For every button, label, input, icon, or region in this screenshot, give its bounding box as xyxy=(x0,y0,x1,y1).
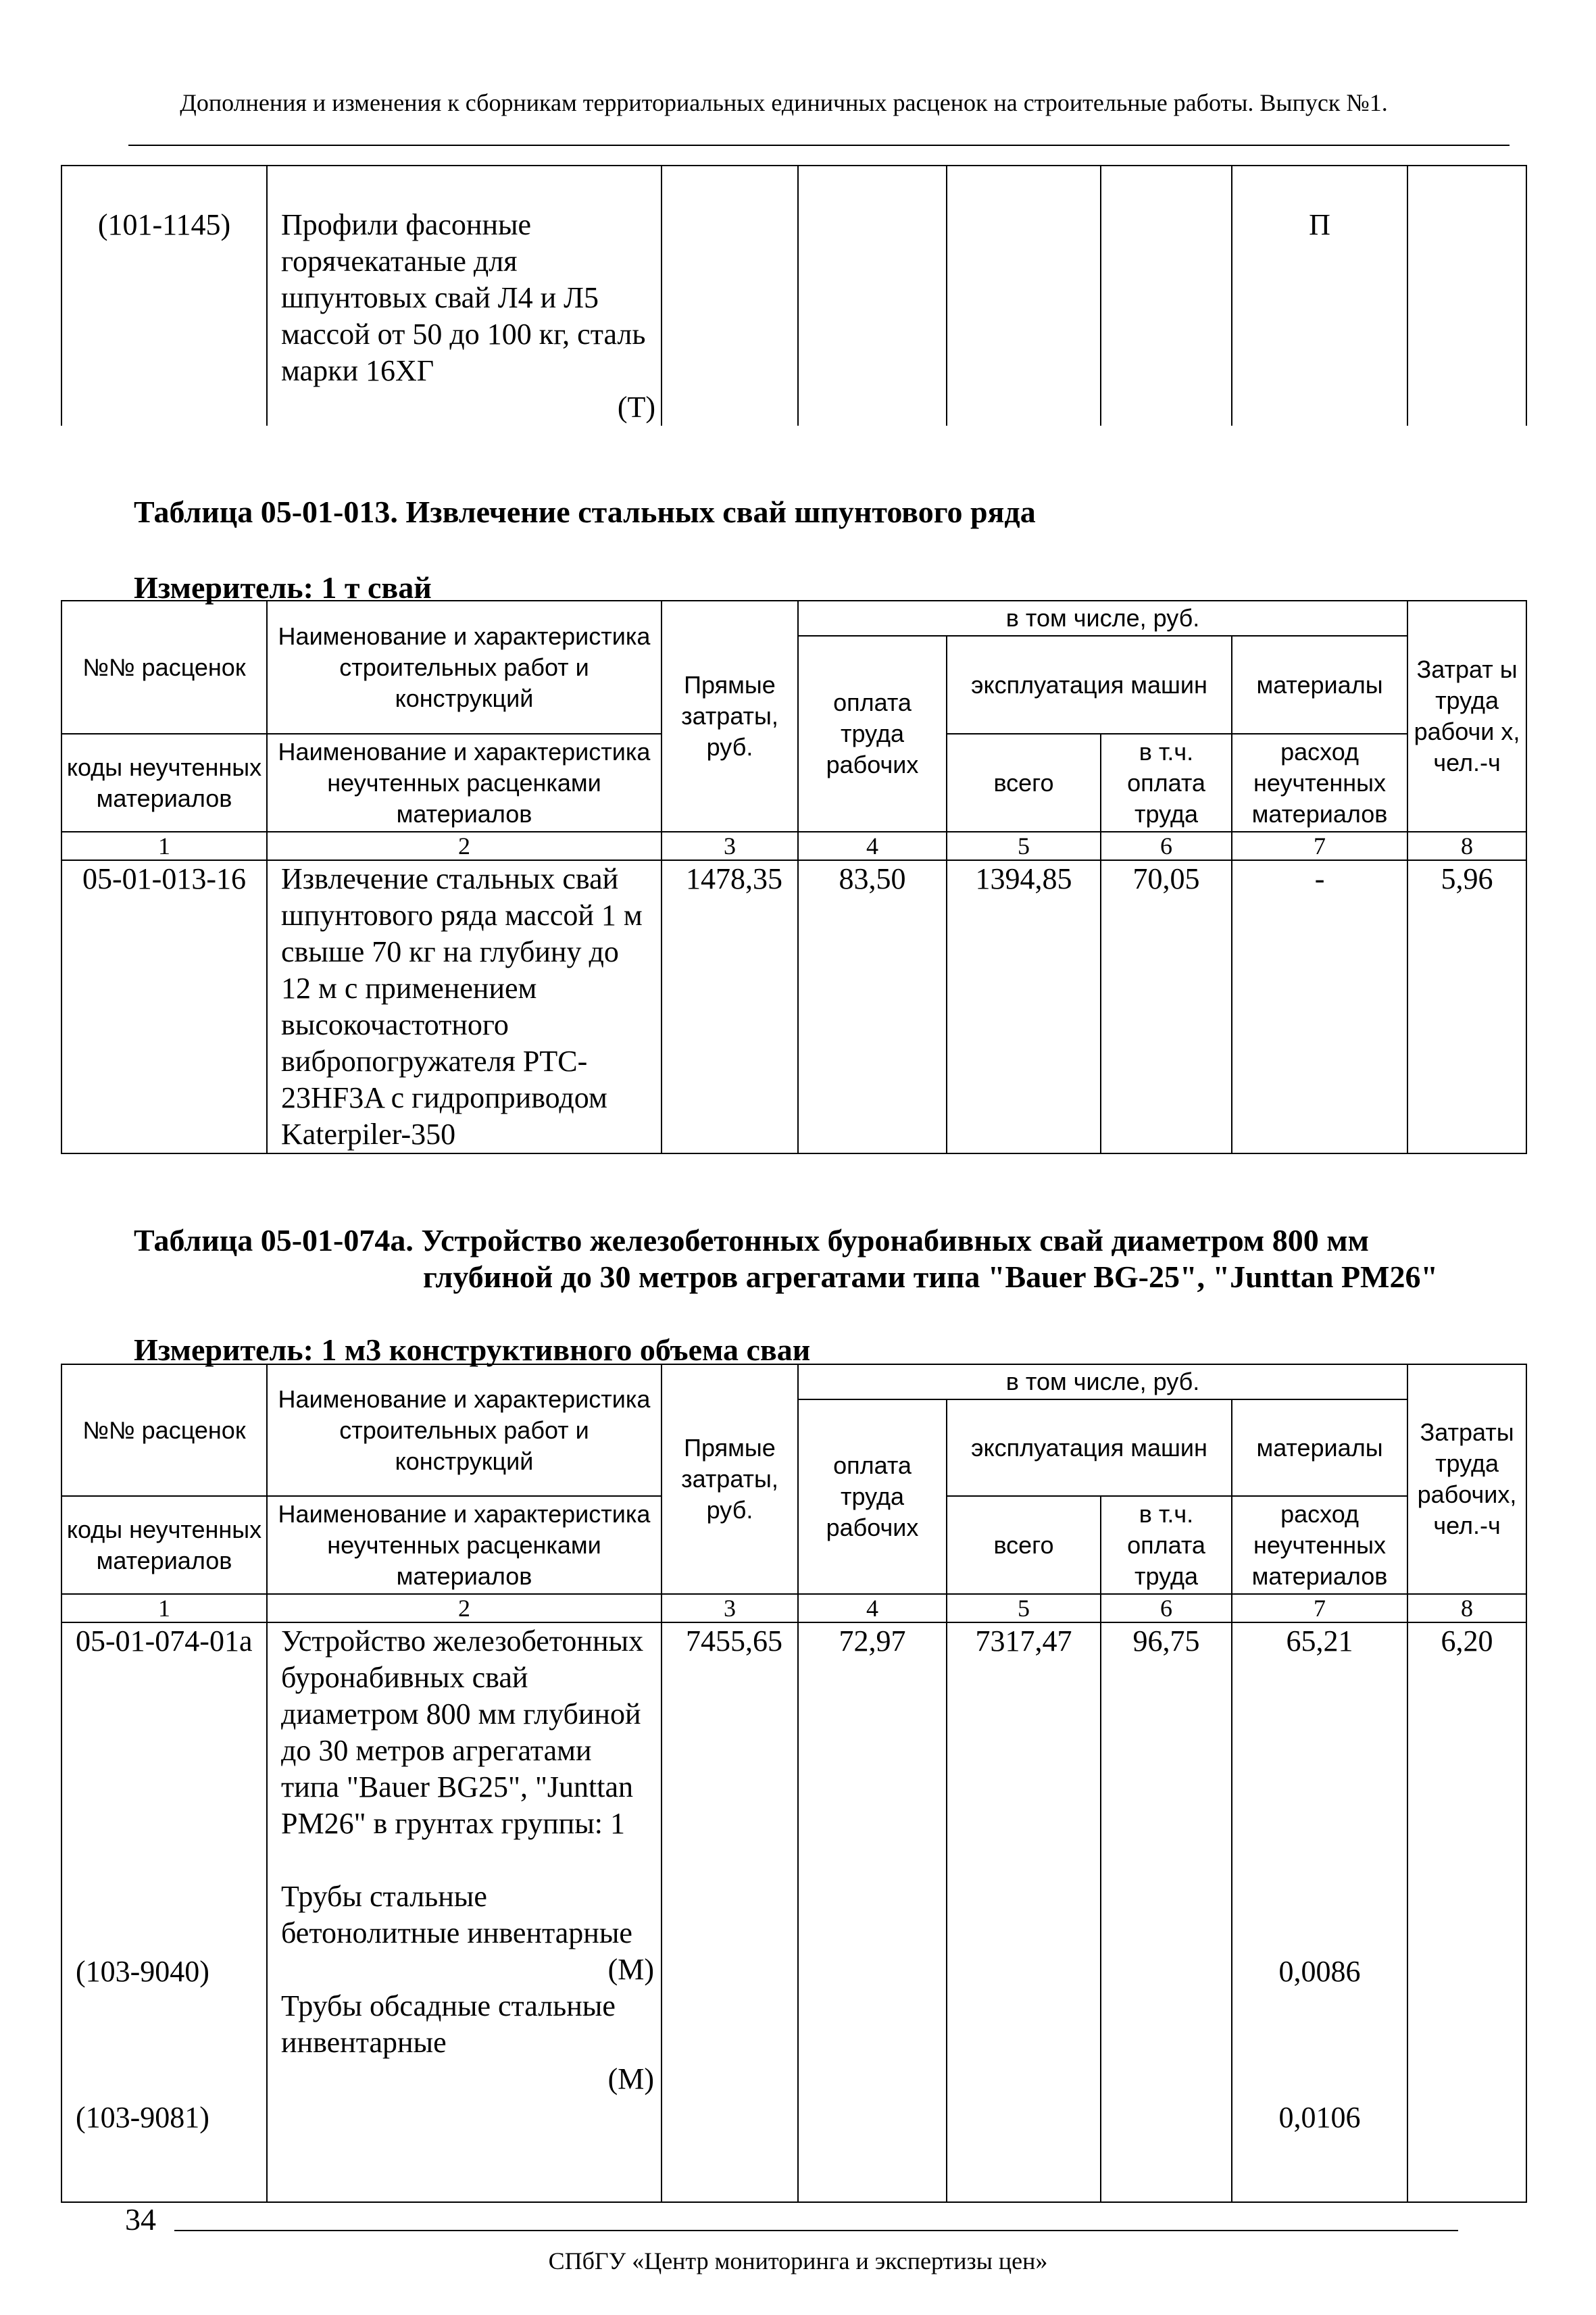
table2-unit: Измеритель: 1 м3 конструктивного объема сваи xyxy=(134,1333,811,1367)
col-number: 7 xyxy=(1232,832,1407,860)
rate-name: Устройство железобетонных буронабивных свай диаметром 800 мм глубиной до 30 метров агрегатами типа "Bauer BG25", "Junttan PM26" в грунтах группы: 1 Трубы стальные бетонолитные инвентарные (М) Трубы обсадные стальные инвентарные (М) xyxy=(267,1622,662,2202)
material-code: (103-9040) xyxy=(76,1955,209,1988)
document-footer: СПбГУ «Центр мониторинга и экспертизы цен» xyxy=(548,2247,1048,2274)
col-materials-header: материалы xyxy=(1232,636,1407,734)
col-including-header: в том числе, руб. xyxy=(798,1364,1407,1399)
col-direct-header: Прямые затраты, руб. xyxy=(662,1364,798,1594)
table1-caption: Таблица 05-01-013. Извлечение стальных свай шпунтового ряда xyxy=(134,495,1036,529)
col-number: 1 xyxy=(61,832,267,860)
labor-pay: 72,97 xyxy=(798,1622,947,2202)
col-number: 2 xyxy=(267,832,662,860)
col-code-sub-header: коды неучтенных материалов xyxy=(61,734,267,832)
col-name-header: Наименование и характеристика строительных работ и конструкций xyxy=(267,1364,662,1496)
materials-cost: 65,21 0,0086 0,0106 xyxy=(1232,1622,1407,2202)
col-number: 6 xyxy=(1101,832,1232,860)
table1-unit: Измеритель: 1 т свай xyxy=(134,570,432,605)
col-code-header: №№ расценок xyxy=(61,601,267,734)
machines-total: 1394,85 xyxy=(947,860,1101,1153)
material-name: Трубы обсадные стальные инвентарные xyxy=(281,1989,616,2059)
page-number: 34 xyxy=(125,2202,156,2237)
col-number: 6 xyxy=(1101,1594,1232,1622)
col-name-header: Наименование и характеристика строительных работ и конструкций xyxy=(267,601,662,734)
col-consumption-header: расход неучтенных материалов xyxy=(1232,734,1407,832)
col-number: 3 xyxy=(662,832,798,860)
col-number: 4 xyxy=(798,1594,947,1622)
col-total-header: всего xyxy=(947,1496,1101,1594)
col-name-sub-header: Наименование и характеристика неучтенных расценками материалов xyxy=(267,734,662,832)
col-number: 7 xyxy=(1232,1594,1407,1622)
material-name: Профили фасонные горячекатаные для шпунтовых свай Л4 и Л5 массой от 50 до 100 кг, сталь марки 16ХГ (Т) xyxy=(267,166,662,426)
rate-code: 05-01-074-01а (103-9040) (103-9081) xyxy=(61,1622,267,2202)
material-consumption: 0,0106 xyxy=(1278,2101,1361,2134)
material-code: (101-1145) xyxy=(61,166,267,426)
col-consumption-header: расход неучтенных материалов xyxy=(1232,1496,1407,1594)
header-rule xyxy=(128,145,1510,146)
footer-rule xyxy=(174,2230,1458,2231)
col-number: 3 xyxy=(662,1594,798,1622)
material-mark: (М) xyxy=(607,2062,654,2095)
table2-caption-line2: глубиной до 30 метров агрегатами типа "Bauer BG-25", "Junttan PM26" xyxy=(423,1260,1439,1294)
rate-name: Извлечение стальных свай шпунтового ряда массой 1 м свыше 70 кг на глубину до 12 м с применением высокочастотного вибропогружателя PTC-23HF3A с гидроприводом Katerpiler-350 xyxy=(267,860,662,1153)
col-pay-header: оплата труда рабочих xyxy=(798,1399,947,1594)
col-number: 5 xyxy=(947,1594,1101,1622)
table-row xyxy=(61,1622,1526,2202)
col-total-header: всего xyxy=(947,734,1101,832)
material-name: Трубы стальные бетонолитные инвентарные xyxy=(281,1880,632,1949)
col-incl-pay-header: в т.ч. оплата труда xyxy=(1101,734,1232,832)
labor-hours: 5,96 xyxy=(1407,860,1526,1153)
machines-incl-pay: 96,75 xyxy=(1101,1622,1232,2202)
table2-caption-line1: Таблица 05-01-074а. Устройство железобетонных буронабивных свай диаметром 800 мм xyxy=(134,1223,1369,1258)
col-number: 8 xyxy=(1407,832,1526,860)
col-number: 2 xyxy=(267,1594,662,1622)
materials-cost: - xyxy=(1232,860,1407,1153)
col-direct-header: Прямые затраты, руб. xyxy=(662,601,798,832)
continuation-table xyxy=(61,165,1527,426)
material-code: (103-9081) xyxy=(76,2101,209,2134)
col-number: 5 xyxy=(947,832,1101,860)
labor-pay: 83,50 xyxy=(798,860,947,1153)
material-consumption: 0,0086 xyxy=(1278,1955,1361,1988)
col-including-header: в том числе, руб. xyxy=(798,601,1407,636)
rate-code: 05-01-013-16 xyxy=(61,860,267,1153)
table-05-01-074a xyxy=(61,1364,1527,2203)
col-name-sub-header: Наименование и характеристика неучтенных расценками материалов xyxy=(267,1496,662,1594)
col-machines-header: эксплуатация машин xyxy=(947,636,1232,734)
material-type-cell: П xyxy=(1232,166,1407,426)
direct-costs: 1478,35 xyxy=(662,860,798,1153)
material-mark: (М) xyxy=(607,1953,654,1986)
col-machines-header: эксплуатация машин xyxy=(947,1399,1232,1496)
table-05-01-013 xyxy=(61,600,1527,1154)
col-labor-header: Затрат ы труда рабочи х, чел.-ч xyxy=(1407,601,1526,832)
machines-total: 7317,47 xyxy=(947,1622,1101,2202)
col-number: 4 xyxy=(798,832,947,860)
col-pay-header: оплата труда рабочих xyxy=(798,636,947,832)
labor-hours: 6,20 xyxy=(1407,1622,1526,2202)
col-labor-header: Затраты труда рабочих, чел.-ч xyxy=(1407,1364,1526,1594)
col-code-header: №№ расценок xyxy=(61,1364,267,1496)
machines-incl-pay: 70,05 xyxy=(1101,860,1232,1153)
table-row xyxy=(61,860,1526,1153)
col-code-sub-header: коды неучтенных материалов xyxy=(61,1496,267,1594)
direct-costs: 7455,65 xyxy=(662,1622,798,2202)
col-number: 8 xyxy=(1407,1594,1526,1622)
col-incl-pay-header: в т.ч. оплата труда xyxy=(1101,1496,1232,1594)
col-number: 1 xyxy=(61,1594,267,1622)
col-materials-header: материалы xyxy=(1232,1399,1407,1496)
document-header: Дополнения и изменения к сборникам территориальных единичных расценок на строительные работы. Выпуск №1. xyxy=(180,89,1388,116)
